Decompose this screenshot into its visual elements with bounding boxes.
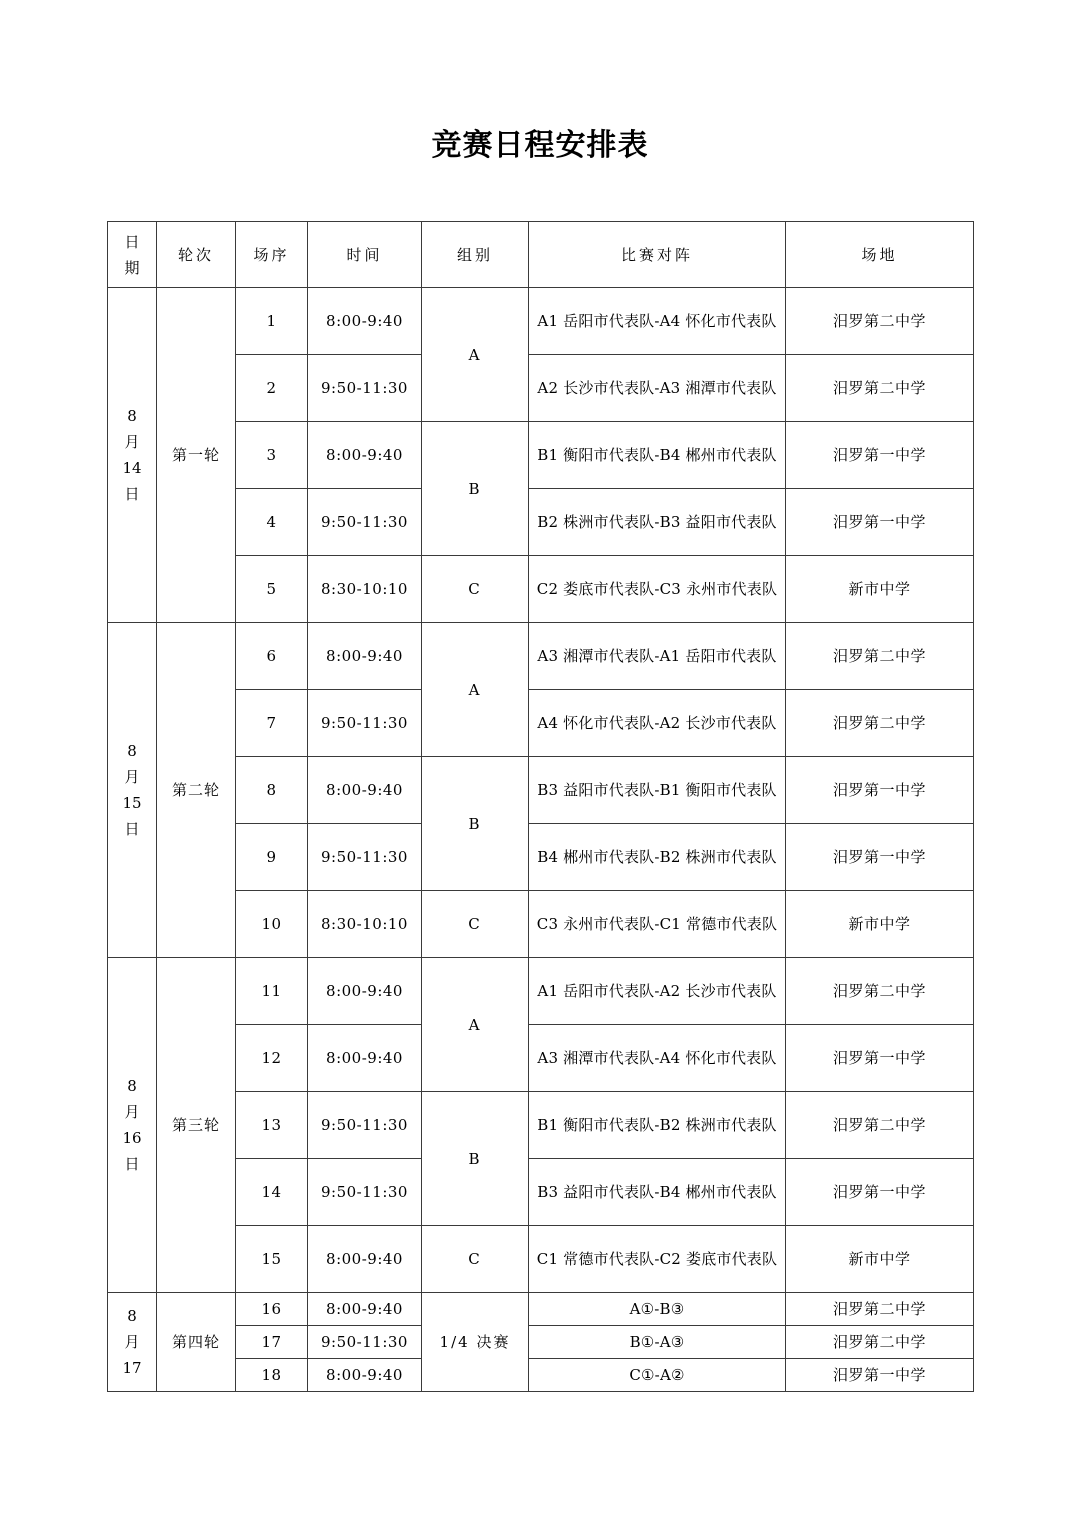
cell-time: 9:50-11:30 [308,1326,422,1359]
cell-matchup: B3 益阳市代表队-B4 郴州市代表队 [529,1159,786,1226]
page-title: 竞赛日程安排表 [431,128,649,163]
cell-date: 8 月 16 日 [108,958,157,1293]
cell-matchup: A4 怀化市代表队-A2 长沙市代表队 [529,690,786,757]
cell-matchup: A2 长沙市代表队-A3 湘潭市代表队 [529,355,786,422]
column-header-group: 组别 [422,222,529,288]
table-row [108,355,974,422]
column-header-match: 比赛对阵 [529,222,786,288]
cell-time: 9:50-11:30 [308,355,422,422]
cell-time: 8:00-9:40 [308,1025,422,1092]
cell-venue: 汨罗第一中学 [786,757,974,824]
cell-matchup: C2 娄底市代表队-C3 永州市代表队 [529,556,786,623]
cell-time: 8:30-10:10 [308,556,422,623]
cell-group: C [422,891,529,958]
cell-match-number: 6 [236,623,308,690]
cell-venue: 汨罗第一中学 [786,1159,974,1226]
cell-matchup: A1 岳阳市代表队-A2 长沙市代表队 [529,958,786,1025]
column-header-seq: 场序 [236,222,308,288]
cell-match-number: 13 [236,1092,308,1159]
cell-time: 9:50-11:30 [308,1159,422,1226]
table-row [108,824,974,891]
cell-time: 8:00-9:40 [308,1359,422,1392]
cell-match-number: 16 [236,1293,308,1326]
cell-venue: 汨罗第二中学 [786,288,974,355]
cell-match-number: 15 [236,1226,308,1293]
cell-matchup: C1 常德市代表队-C2 娄底市代表队 [529,1226,786,1293]
cell-date: 8 月 14 日 [108,288,157,623]
table-row [108,489,974,556]
table-row [108,1326,974,1359]
table-header-row [108,222,974,288]
cell-group: 1/4 决赛 [422,1293,529,1392]
cell-date: 8 月 17 [108,1293,157,1392]
table-row [108,1226,974,1293]
cell-group: A [422,288,529,422]
cell-round: 第一轮 [157,288,236,623]
cell-venue: 汨罗第一中学 [786,824,974,891]
table-row [108,1293,974,1326]
table-row [108,1159,974,1226]
cell-matchup: B1 衡阳市代表队-B4 郴州市代表队 [529,422,786,489]
column-header-round: 轮次 [157,222,236,288]
cell-venue: 新市中学 [786,891,974,958]
cell-match-number: 12 [236,1025,308,1092]
cell-venue: 汨罗第二中学 [786,690,974,757]
table-row [108,690,974,757]
cell-venue: 汨罗第二中学 [786,958,974,1025]
column-header-venue: 场地 [786,222,974,288]
table-row [108,623,974,690]
schedule-table-container [107,221,973,1392]
cell-group: C [422,1226,529,1293]
cell-matchup: B4 郴州市代表队-B2 株洲市代表队 [529,824,786,891]
cell-round: 第三轮 [157,958,236,1293]
cell-venue: 汨罗第二中学 [786,1293,974,1326]
cell-matchup: B1 衡阳市代表队-B2 株洲市代表队 [529,1092,786,1159]
cell-match-number: 7 [236,690,308,757]
cell-matchup: A1 岳阳市代表队-A4 怀化市代表队 [529,288,786,355]
column-header-time: 时间 [308,222,422,288]
cell-group: A [422,623,529,757]
cell-match-number: 3 [236,422,308,489]
cell-time: 9:50-11:30 [308,824,422,891]
table-body [108,288,974,1392]
cell-time: 9:50-11:30 [308,1092,422,1159]
cell-date: 8 月 15 日 [108,623,157,958]
cell-matchup: B2 株洲市代表队-B3 益阳市代表队 [529,489,786,556]
cell-venue: 汨罗第一中学 [786,1025,974,1092]
cell-match-number: 9 [236,824,308,891]
cell-time: 8:00-9:40 [308,757,422,824]
cell-matchup: C3 永州市代表队-C1 常德市代表队 [529,891,786,958]
cell-venue: 新市中学 [786,556,974,623]
cell-match-number: 8 [236,757,308,824]
cell-venue: 汨罗第一中学 [786,1359,974,1392]
cell-group: A [422,958,529,1092]
cell-venue: 汨罗第一中学 [786,489,974,556]
cell-venue: 汨罗第二中学 [786,355,974,422]
cell-time: 8:00-9:40 [308,1226,422,1293]
table-row [108,288,974,355]
cell-match-number: 2 [236,355,308,422]
cell-time: 9:50-11:30 [308,489,422,556]
cell-group: B [422,757,529,891]
cell-venue: 汨罗第二中学 [786,1326,974,1359]
cell-group: B [422,1092,529,1226]
cell-time: 9:50-11:30 [308,690,422,757]
cell-venue: 汨罗第二中学 [786,623,974,690]
cell-match-number: 11 [236,958,308,1025]
cell-match-number: 17 [236,1326,308,1359]
cell-round: 第四轮 [157,1293,236,1392]
table-row [108,958,974,1025]
cell-round: 第二轮 [157,623,236,958]
table-row [108,1359,974,1392]
cell-matchup: B①-A③ [529,1326,786,1359]
cell-time: 8:30-10:10 [308,891,422,958]
table-row [108,891,974,958]
cell-time: 8:00-9:40 [308,1293,422,1326]
schedule-table [107,221,974,1392]
table-row [108,1092,974,1159]
cell-time: 8:00-9:40 [308,288,422,355]
cell-match-number: 14 [236,1159,308,1226]
cell-matchup: A3 湘潭市代表队-A4 怀化市代表队 [529,1025,786,1092]
table-row [108,422,974,489]
cell-matchup: A3 湘潭市代表队-A1 岳阳市代表队 [529,623,786,690]
cell-match-number: 4 [236,489,308,556]
cell-time: 8:00-9:40 [308,422,422,489]
cell-time: 8:00-9:40 [308,623,422,690]
cell-venue: 汨罗第一中学 [786,422,974,489]
cell-match-number: 1 [236,288,308,355]
cell-venue: 汨罗第二中学 [786,1092,974,1159]
cell-group: C [422,556,529,623]
cell-matchup: A①-B③ [529,1293,786,1326]
cell-matchup: B3 益阳市代表队-B1 衡阳市代表队 [529,757,786,824]
column-header-date-char1: 日 期 [124,232,140,277]
table-header [108,222,974,288]
cell-match-number: 5 [236,556,308,623]
cell-venue: 新市中学 [786,1226,974,1293]
table-row [108,1025,974,1092]
cell-group: B [422,422,529,556]
cell-match-number: 18 [236,1359,308,1392]
cell-time: 8:00-9:40 [308,958,422,1025]
table-row [108,556,974,623]
table-row [108,757,974,824]
cell-matchup: C①-A② [529,1359,786,1392]
cell-match-number: 10 [236,891,308,958]
column-header-date [108,222,157,288]
